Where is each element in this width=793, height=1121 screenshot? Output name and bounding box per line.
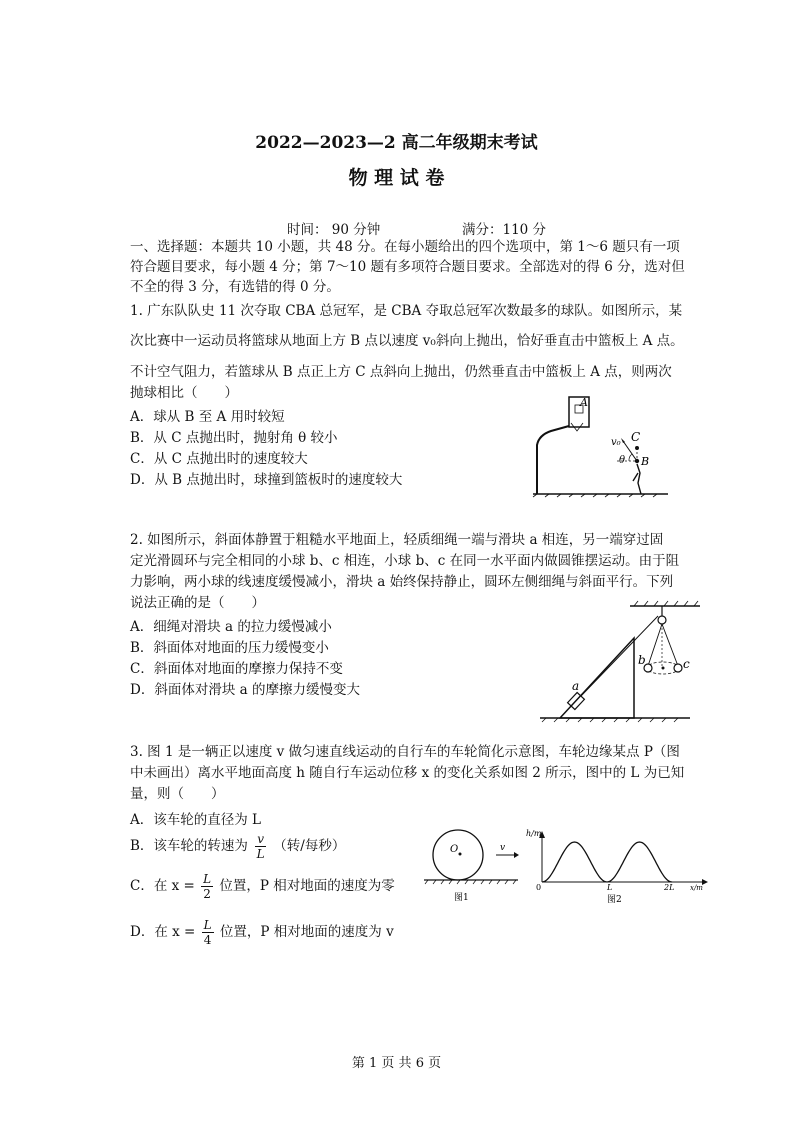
rope-to-b — [648, 624, 662, 666]
q3-option-c-suffix: 位置，P 相对地面的速度为零 — [219, 878, 395, 894]
rope-to-block — [581, 616, 658, 696]
player-figure — [633, 464, 641, 494]
q3-option-c — [130, 872, 395, 901]
q2-stem-line: 力影响，两小球的线速度缓慢减小，滑块 a 始终保持静止，圆环左侧细绳与斜面平行。下列 — [130, 574, 674, 590]
label-v0: v₀ — [611, 437, 621, 448]
label-a: a — [572, 679, 580, 693]
q3-option-c-prefix: C．在 x = — [130, 878, 195, 894]
q3-option-c-fraction — [201, 872, 213, 901]
arrow-head — [514, 852, 519, 858]
q3-option-b-fraction — [255, 832, 266, 861]
label-c: c — [683, 657, 690, 671]
q1-option-b: B．从 C 点抛出时，抛射角 θ 较小 — [130, 430, 338, 446]
q3-option-a: A．该车轮的直径为 L — [130, 812, 262, 828]
section-instructions-line: 一、选择题：本题共 10 小题，共 48 分。在每小题给出的四个选项中，第 1～6 题只有一项 — [130, 239, 680, 255]
q1-stem-line: 不计空气阻力，若篮球从 B 点正上方 C 点斜向上抛出，仍然垂直击中篮板上 A 点，则两次 — [130, 364, 672, 380]
q3-option-d-fraction — [202, 918, 214, 947]
hoop-pole — [537, 426, 569, 494]
q2-figure-incline — [538, 598, 708, 726]
fig2-caption: 图2 — [607, 895, 622, 905]
q2-option-a: A．细绳对滑块 a 的拉力缓慢减小 — [130, 619, 332, 635]
q1-figure-basketball — [525, 393, 675, 498]
label-c: C — [631, 430, 641, 444]
exam-score: 满分：110 分 — [462, 222, 547, 238]
fraction-denominator: L — [256, 847, 265, 861]
tick-label-2l: 2L — [664, 883, 675, 892]
ring — [658, 616, 666, 624]
q2-stem-line: 2. 如图所示，斜面体静置于粗糙水平地面上，轻质细绳一端与滑块 a 相连，另一端穿过固 — [130, 532, 664, 548]
x-axis-label: x/m — [690, 884, 703, 892]
wheel-circle — [433, 830, 483, 880]
q1-option-c: C．从 C 点抛出时的速度较大 — [130, 451, 308, 467]
q2-option-b: B．斜面体对地面的压力缓慢变小 — [130, 640, 329, 656]
q3-option-b — [130, 832, 345, 861]
wheel-center — [459, 853, 462, 856]
q3-figure-1-wheel — [420, 822, 530, 908]
q1-stem-line: 抛球相比（ ） — [130, 385, 238, 401]
q2-option-d: D．斜面体对滑块 a 的摩擦力缓慢变大 — [130, 682, 360, 698]
q3-option-b-suffix: （转/每秒） — [273, 838, 346, 854]
q2-stem-line: 说法正确的是（ ） — [130, 595, 265, 611]
q1-stem-line: 1. 广东队队史 11 次夺取 CBA 总冠军，是 CBA 夺取总冠军次数最多的球队。如图所示，某 — [130, 303, 683, 319]
fraction-denominator: 2 — [203, 887, 211, 901]
label-v: v — [500, 843, 506, 853]
q1-option-d: D．从 B 点抛出时，球撞到篮板时的速度较大 — [130, 472, 403, 488]
exam-subtitle: 物 理 试 卷 — [348, 167, 445, 189]
fraction-numerator: v — [257, 832, 264, 846]
q1-stem-line: 次比赛中一运动员将篮球从地面上方 B 点以速度 v₀斜向上抛出，恰好垂直击中篮板上 A 点。 — [130, 333, 684, 349]
height-curve — [542, 842, 672, 882]
q3-option-d-prefix: D．在 x = — [130, 924, 196, 940]
circle-center — [662, 667, 665, 670]
rope-to-c — [662, 624, 678, 666]
q1-option-a: A．球从 B 至 A 用时较短 — [130, 409, 285, 425]
velocity-arrow — [623, 441, 637, 461]
y-axis-label: h/m — [526, 829, 542, 838]
label-a: A — [580, 396, 588, 409]
label-o: O — [450, 844, 459, 855]
fig1-caption: 图1 — [454, 893, 469, 903]
q3-figure-2-graph — [522, 826, 712, 910]
exam-time: 时间： 90 分钟 — [287, 222, 381, 238]
fraction-denominator: 4 — [203, 933, 212, 947]
q2-option-c: C．斜面体对地面的摩擦力保持不变 — [130, 661, 343, 677]
label-b: B — [641, 455, 650, 468]
origin-label: 0 — [536, 883, 542, 892]
q3-option-b-prefix: B．该车轮的转速为 — [130, 838, 248, 854]
page-number: 第 1 页 共 6 页 — [351, 1056, 442, 1071]
fraction-numerator: L — [203, 872, 212, 886]
fraction-numerator: L — [203, 918, 212, 932]
q3-option-d — [130, 918, 394, 947]
tick-label-l: L — [607, 883, 613, 892]
q3-option-d-suffix: 位置，P 相对地面的速度为 v — [219, 924, 394, 940]
arrow-head — [621, 438, 625, 443]
q2-stem-line: 定光滑圆环与完全相同的小球 b、c 相连，小球 b、c 在同一水平面内做圆锥摆运动。由于阻 — [130, 553, 680, 569]
label-theta: θ — [619, 455, 626, 466]
theta-arc — [629, 454, 632, 461]
label-b: b — [638, 653, 646, 667]
exam-title: 2022—2023—2 高二年级期末考试 — [255, 133, 538, 153]
q3-stem-line: 量，则（ ） — [130, 786, 225, 802]
q3-stem-line: 3. 图 1 是一辆正以速度 v 做匀速直线运动的自行车的车轮简化示意图，车轮边缘某点 P（图 — [130, 744, 680, 760]
section-instructions-line: 不全的得 3 分，有选错的得 0 分。 — [130, 279, 340, 295]
ball-c — [674, 664, 682, 672]
q3-stem-line: 中未画出）离水平地面高度 h 随自行车运动位移 x 的变化关系如图 2 所示，图中的 L 为已知 — [130, 765, 685, 781]
section-instructions-line: 符合题目要求，每小题 4 分；第 7～10 题有多项符合题目要求。全部选对的得 6 分，选对但 — [130, 259, 685, 275]
